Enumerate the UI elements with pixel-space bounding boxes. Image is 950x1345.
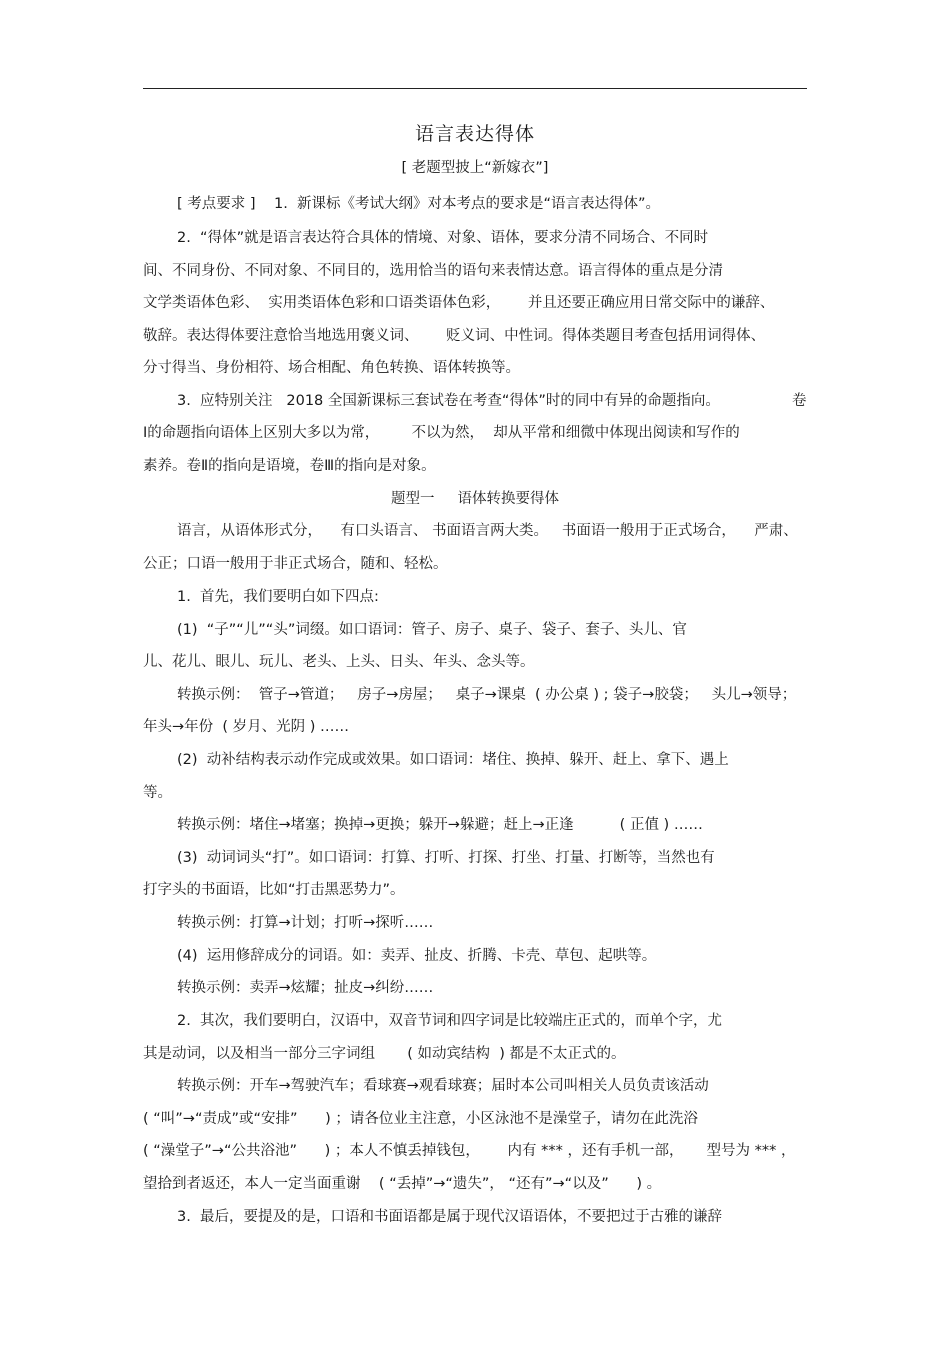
text-line: Ⅰ的命题指向语体上区别大多以为常， 不以为然， 却从平常和细微中体现出阅读和写作的 bbox=[143, 425, 740, 441]
text-line: 3. 应特别关注 2018 全国新课标三套试卷在考查“得体”时的同中有异的命题指向。 bbox=[177, 393, 720, 409]
text-line: 其是动词，以及相当一部分三字词组 ( 如动宾结构 ) 都是不太正式的。 bbox=[143, 1046, 626, 1062]
text-line: 转换示例： 管子→管道； 房子→房屋； 桌子→课桌 ( 办公桌 ) ; 袋子→胶袋； 头儿→领导； bbox=[177, 687, 797, 703]
text-line: 等。 bbox=[143, 785, 172, 801]
text-line: (1) “子”“儿”“头”词缀。如口语词：管子、房子、桌子、袋子、套子、头儿、官 bbox=[177, 622, 687, 638]
section-heading: 题型一 语体转换要得体 bbox=[390, 491, 560, 507]
text-line: 卷 bbox=[792, 393, 807, 409]
text-line: 转换示例：打算→计划；打听→探听…… bbox=[177, 915, 434, 931]
text-line: (2) 动补结构表示动作完成或效果。如口语词：堵住、换掉、躲开、赶上、拿下、遇上 bbox=[177, 752, 729, 768]
header-rule bbox=[143, 88, 807, 89]
text-line: 间、不同身份、不同对象、不同目的，选用恰当的语句来表情达意。语言得体的重点是分清 bbox=[143, 263, 723, 279]
text-line: 打字头的书面语，比如“打击黑恶势力”。 bbox=[143, 882, 405, 898]
text-line: 转换示例：堵住→堵塞；换掉→更换；躲开→躲避；赶上→正逢 ( 正值 ) …… bbox=[177, 817, 703, 833]
text-line: 儿、花儿、眼儿、玩儿、老头、上头、日头、年头、念头等。 bbox=[143, 654, 535, 670]
text-line: 公正；口语一般用于非正式场合，随和、轻松。 bbox=[143, 556, 448, 572]
text-line: 3. 最后，要提及的是，口语和书面语都是属于现代汉语语体，不要把过于古雅的谦辞 bbox=[177, 1209, 723, 1225]
text-line: 转换示例：开车→驾驶汽车；看球赛→观看球赛；届时本公司叫相关人员负责该活动 bbox=[177, 1078, 709, 1094]
text-line: 文学类语体色彩、 实用类语体色彩和口语类语体色彩， 并且还要正确应用日常交际中的谦辞、 bbox=[143, 295, 775, 311]
page-subtitle: [ 老题型披上“新嫁衣”] bbox=[401, 160, 549, 176]
text-line: 语言，从语体形式分， 有口头语言、 书面语言两大类。 书面语一般用于正式场合， 严肃、 bbox=[177, 523, 798, 539]
text-line: (3) 动词词头“打”。如口语词：打算、打听、打探、打坐、打量、打断等，当然也有 bbox=[177, 850, 715, 866]
text-line: 转换示例：卖弄→炫耀；扯皮→纠纷…… bbox=[177, 980, 434, 996]
text-line: 素养。卷Ⅱ的指向是语境，卷Ⅲ的指向是对象。 bbox=[143, 458, 436, 474]
text-line: 2. 其次，我们要明白，汉语中，双音节词和四字词是比较端庄正式的，而单个字，尤 bbox=[177, 1013, 723, 1029]
page-title: 语言表达得体 bbox=[414, 123, 535, 145]
text-line: ( “澡堂子”→“公共浴池” ) ；本人不慎丢掉钱包， 内有 *** ，还有手机一部， 型号为 *** ， bbox=[143, 1143, 796, 1159]
text-line: [ 考点要求 ] 1. 新课标《考试大纲》对本考点的要求是“语言表达得体”。 bbox=[177, 196, 661, 212]
text-line: 望拾到者返还，本人一定当面重谢 ( “丢掉”→“遗失”， “还有”→“以及” ) 。 bbox=[143, 1176, 662, 1192]
text-line: 敬辞。表达得体要注意恰当地选用褒义词、 贬义词、中性词。得体类题目考查包括用词得体、 bbox=[143, 328, 766, 344]
text-line: ( “叫”→“责成”或“安排” ) ；请各位业主注意，小区泳池不是澡堂子，请勿在此洗浴 bbox=[143, 1111, 698, 1127]
text-line: (4) 运用修辞成分的词语。如：卖弄、扯皮、折腾、卡壳、草包、起哄等。 bbox=[177, 948, 657, 964]
text-line: 分寸得当、身份相符、场合相配、角色转换、语体转换等。 bbox=[143, 360, 520, 376]
text-line: 1. 首先，我们要明白如下四点: bbox=[177, 589, 379, 605]
text-line: 2. “得体”就是语言表达符合具体的情境、对象、语体，要求分清不同场合、不同时 bbox=[177, 230, 709, 246]
text-line: 年头→年份 ( 岁月、光阴 ) …… bbox=[143, 719, 350, 735]
